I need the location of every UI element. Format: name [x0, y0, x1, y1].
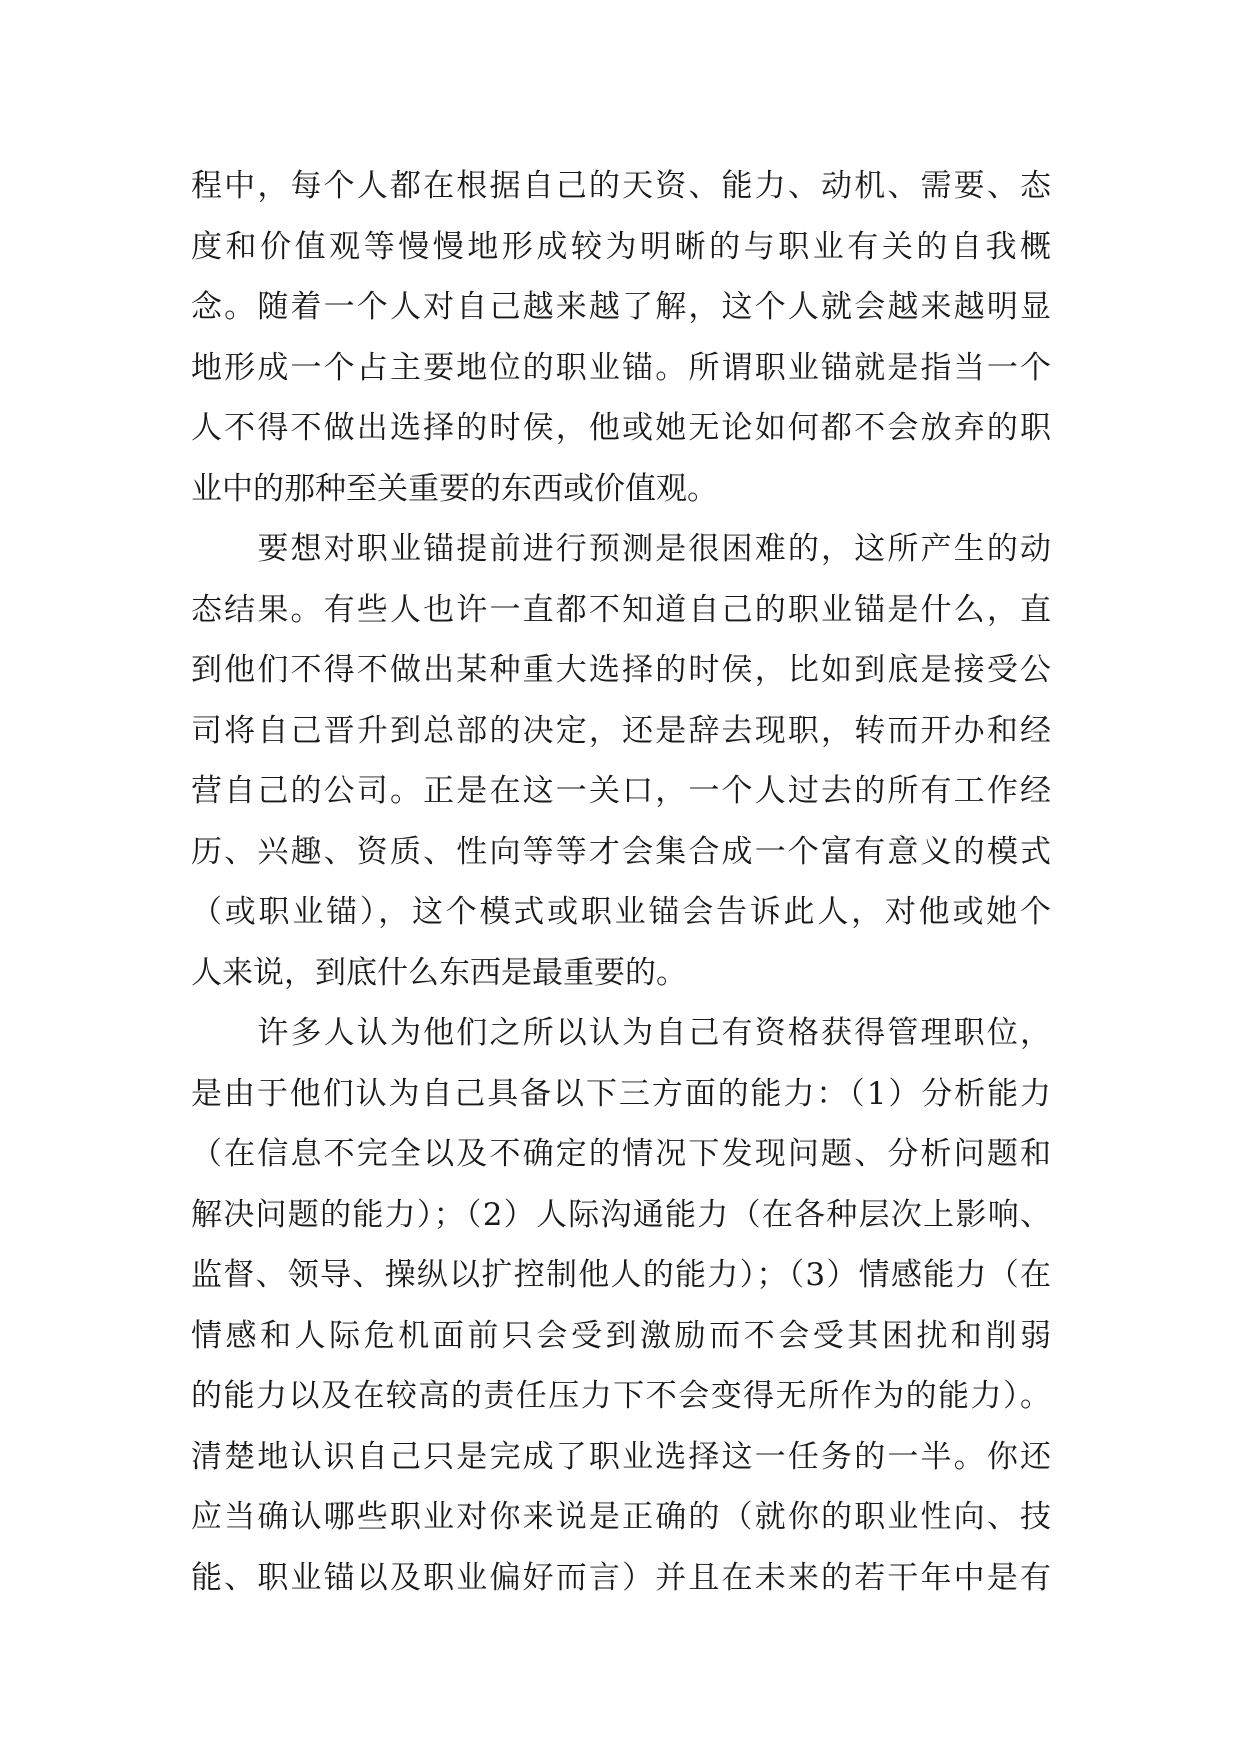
text-line: 人不得不做出选择的时侯，他或她无论如何都不会放弃的职 — [191, 410, 1051, 446]
text-line: 能、职业锚以及职业偏好而言）并且在未来的若干年中是有 — [191, 1559, 1051, 1596]
text-line: 历、兴趣、资质、性向等等才会集合成一个富有意义的模式 — [191, 833, 1051, 870]
text-line: 司将自己晋升到总部的决定，还是辞去现职，转而开办和经 — [191, 712, 1051, 749]
text-line: 的能力以及在较高的责任压力下不会变得无所作为的能力）。 — [191, 1378, 1051, 1414]
text-line: 念。随着一个人对自己越来越了解，这个人就会越来越明显 — [191, 289, 1051, 325]
text-line: 监督、领导、操纵以扩控制他人的能力）；（3）情感能力（在 — [191, 1257, 1051, 1293]
text-line: 是由于他们认为自己具备以下三方面的能力：（1）分析能力 — [191, 1075, 1051, 1112]
text-line: 度和价值观等慢慢地形成较为明晰的与职业有关的自我概 — [191, 228, 1051, 265]
body-text — [191, 156, 1051, 1608]
text-line: 地形成一个占主要地位的职业锚。所谓职业锚就是指当一个 — [191, 349, 1051, 386]
text-line: 业中的那种至关重要的东西或价值观。 — [191, 470, 718, 507]
text-line: 要想对职业锚提前进行预测是很困难的，这所产生的动 — [191, 531, 1051, 567]
text-line: 情感和人际危机面前只会受到激励而不会受其困扰和削弱 — [191, 1317, 1051, 1354]
text-line: 清楚地认识自己只是完成了职业选择这一任务的一半。你还 — [191, 1438, 1051, 1475]
text-line: 应当确认哪些职业对你来说是正确的（就你的职业性向、技 — [191, 1499, 1051, 1535]
text-line: 许多人认为他们之所以认为自己有资格获得管理职位， — [191, 1015, 1051, 1051]
text-line: 态结果。有些人也许一直都不知道自己的职业锚是什么，直 — [191, 591, 1051, 628]
text-line: 人来说，到底什么东西是最重要的。 — [191, 954, 687, 991]
text-line: 解决问题的能力）；（2）人际沟通能力（在各种层次上影响、 — [191, 1196, 1051, 1233]
text-line: 程中，每个人都在根据自己的天资、能力、动机、需要、态 — [191, 168, 1051, 204]
text-line: （在信息不完全以及不确定的情况下发现问题、分析问题和 — [191, 1136, 1051, 1172]
text-line: （或职业锚），这个模式或职业锚会告诉此人，对他或她个 — [191, 894, 1051, 930]
text-line: 营自己的公司。正是在这一关口，一个人过去的所有工作经 — [191, 773, 1051, 809]
text-line: 到他们不得不做出某种重大选择的时侯，比如到底是接受公 — [191, 652, 1051, 688]
